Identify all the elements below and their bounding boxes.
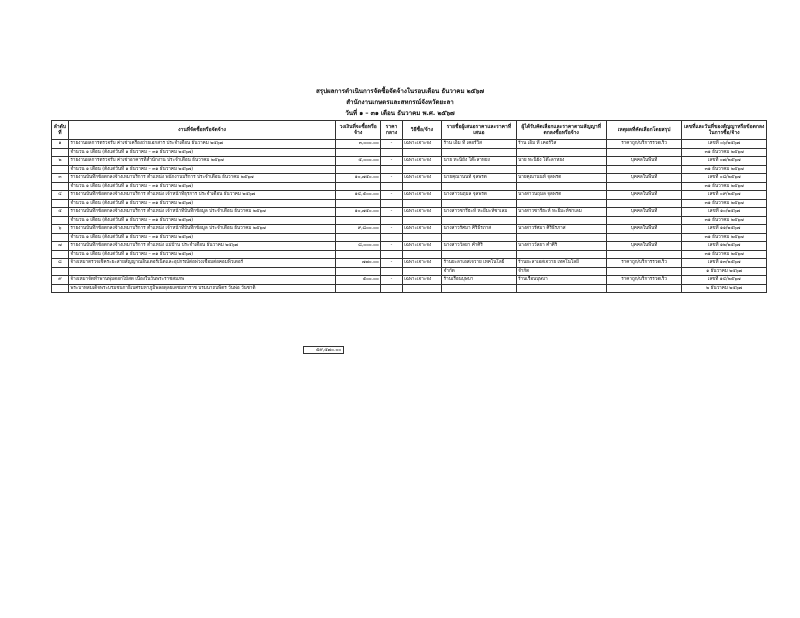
row-contract-date: ๓๑ ธันวาคม ๒๕๖๗	[682, 250, 767, 259]
row-median-price: -	[381, 140, 402, 149]
row-item-period: จำนวน ๑ เดือน (ตั้งแต่วันที่ ๑ ธันวาคม – ๓๑ ธันวาคม ๒๕๖๗)	[68, 216, 335, 225]
row-item-period: จำนวน ๑ เดือน (ตั้งแต่วันที่ ๑ ธันวาคม – ๓๑ ธันวาคม ๒๕๖๗)	[68, 250, 335, 259]
row-contract-no: เลขที่ ๑๐/๒๕๖๗	[682, 208, 767, 217]
row-winner: นางสาววัลยา คำศิริ	[516, 242, 606, 251]
table-row	[52, 174, 767, 183]
row-contract-date: ๓๑ ธันวาคม ๒๕๖๗	[682, 199, 767, 208]
row-budget: ๕,๐๐๐.๐๐	[336, 157, 381, 166]
row-item-period: จำนวน ๑ เดือน (ตั้งแต่วันที่ ๑ ธันวาคม – ๓๑ ธันวาคม ๒๕๖๗)	[68, 148, 335, 157]
row-winner-line2: จำกัด	[516, 267, 606, 276]
row-contract-date: ๓๑ ธันวาคม ๒๕๖๗	[682, 165, 767, 174]
table-row	[52, 191, 767, 200]
row-method: เฉพาะเจาะจง	[402, 259, 441, 268]
row-contract-no: เลขที่ ๑๓/๒๕๖๗	[682, 259, 767, 268]
row-reason: ราคาถูก/บริการรวดเร็ว	[606, 259, 682, 268]
row-median-price: -	[381, 208, 402, 217]
row-item-period: จำนวน ๑ เดือน (ตั้งแต่วันที่ ๑ ธันวาคม – ๓๑ ธันวาคม ๒๕๖๗)	[68, 165, 335, 174]
row-contract-no: เลขที่ ๐๗/๒๕๖๗	[682, 157, 767, 166]
row-reason: บุคคลในพื้นที่	[606, 208, 682, 217]
row-winner: ร้านเรือนบุษบา	[516, 276, 606, 285]
row-bidder: นางสาววัลยา คำศิริ	[442, 242, 516, 251]
row-winner: ร้าน เอ็ม ที เคอร์วิส	[516, 140, 606, 149]
row-contract-date: ๓๑ ธันวาคม ๒๕๖๗	[682, 182, 767, 191]
procurement-table	[51, 120, 767, 293]
row-item: รายงานบันทึกข้อตกลงจ้างเหมาบริการ ตำแหน่ง พนักงานบริการ ประจำเดือน ธันวาคม ๒๕๖๗	[68, 174, 335, 183]
row-number: ๖	[52, 225, 69, 234]
row-bidder: นายคุณานนท์ จุลพรต	[442, 174, 516, 183]
row-bidder: นางสาวนฤมล จุลพรต	[442, 191, 516, 200]
col-header-contract: เลขที่และวันที่ของสัญญาหรือข้อตกลงในการซื้อ/จ้าง	[682, 121, 767, 140]
row-contract-no: เลขที่ ๑๔/๒๕๖๗	[682, 276, 767, 285]
row-budget: ๘,๐๐๐.๐๐	[336, 242, 381, 251]
table-row-sub	[52, 216, 767, 225]
row-contract-date: ๓๑ ธันวาคม ๒๕๖๗	[682, 233, 767, 242]
report-title: สรุปผลการดำเนินการจัดซื้อจัดจ้างในรอบเดือน ธันวาคม ๒๕๖๗	[315, 88, 485, 95]
row-bidder: นางสาวรัศมา ศิริธีรภาส	[442, 225, 516, 234]
row-median-price: -	[381, 242, 402, 251]
row-median-price: -	[381, 276, 402, 285]
row-winner: นายคุณานนท์ จุลพรต	[516, 174, 606, 183]
agency-name: สำนักงานเกษตรและสหกรณ์จังหวัดยะลา	[346, 99, 454, 106]
col-header-budget: วงเงินที่จะซื้อหรือจ้าง	[336, 121, 381, 140]
row-number: ๒	[52, 157, 69, 166]
row-number: ๑	[52, 140, 69, 149]
row-reason: บุคคลในพื้นที่	[606, 157, 682, 166]
row-reason: ราคาถูก/บริการรวดเร็ว	[606, 140, 682, 149]
row-budget: ๑๔,๕๐๐.๐๐	[336, 191, 381, 200]
table-row-sub	[52, 284, 767, 293]
total-budget: ๕๙,๕๗๐.๐๐	[303, 346, 344, 354]
table-row-sub	[52, 165, 767, 174]
row-median-price: -	[381, 259, 402, 268]
row-method: เฉพาะเจาะจง	[402, 242, 441, 251]
col-header-median-price: ราคากลาง	[381, 121, 402, 140]
row-reason: บุคคลในพื้นที่	[606, 242, 682, 251]
row-number: ๔	[52, 191, 69, 200]
row-item: รายงานผลการตรวจรับ ค่าเช่าอาคารที่สำนักงาน ประจำเดือน ธันวาคม ๒๕๖๗	[68, 157, 335, 166]
col-header-no: ลำดับที่	[52, 121, 69, 140]
table-row	[52, 225, 767, 234]
row-winner: นาย ทะนิยัง โต๊ะลาหยง	[516, 157, 606, 166]
row-item: รายงานบันทึกข้อตกลงจ้างเหมาบริการ ตำแหน่ง เจ้าหน้าที่บันทึกข้อมูล ประจำเดือน ธันวาคม ๒๕๖๗	[68, 208, 335, 217]
row-item-description: พระบาทสมเด็จพระบรมชนกาธิเบศรมหาภูมิพลอดุลยเดชมหาราช บรมนาถบพิตร วันพ่อ วันชาติ	[68, 284, 335, 293]
row-method: เฉพาะเจาะจง	[402, 276, 441, 285]
row-contract-no: เลขที่ ๐๖/๒๕๖๗	[682, 140, 767, 149]
row-winner: นางสาวนฤมล จุลพรต	[516, 191, 606, 200]
table-row	[52, 157, 767, 166]
row-winner: ร้านยะลาเอสเจวาย เทคโนโลยี	[516, 259, 606, 268]
row-item: จ้างเหมาจัดทำพานพุ่มดอกไม้สด เนื่องในวันพระราชสมภพ	[68, 276, 335, 285]
row-reason: ราคาถูก/บริการรวดเร็ว	[606, 276, 682, 285]
row-method: เฉพาะเจาะจง	[402, 174, 441, 183]
table-row-sub	[52, 233, 767, 242]
row-winner: นางสาวรัศมา ศิริธีรภาส	[516, 225, 606, 234]
report-period: วันที่ ๑ – ๓๑ เดือน ธันวาคม พ.ศ. ๒๕๖๗	[345, 110, 455, 117]
row-median-price: -	[381, 191, 402, 200]
row-number: ๗	[52, 242, 69, 251]
row-bidder: ร้าน เอ็ม ที เคอร์วิส	[442, 140, 516, 149]
table-header-row	[52, 121, 767, 140]
row-number: ๓	[52, 174, 69, 183]
row-item: รายงานบันทึกข้อตกลงจ้างเหมาบริการ ตำแหน่ง เจ้าหน้าที่ธุรการ ประจำเดือน ธันวาคม ๒๕๖๗	[68, 191, 335, 200]
row-budget: ๙,๘๐๐.๐๐	[336, 225, 381, 234]
row-contract-date: ๓๑ ธันวาคม ๒๕๖๗	[682, 216, 767, 225]
row-method: เฉพาะเจาะจง	[402, 140, 441, 149]
table-row	[52, 140, 767, 149]
col-header-item: งานที่จัดซื้อหรือจัดจ้าง	[68, 121, 335, 140]
row-item: รายงานบันทึกข้อตกลงจ้างเหมาบริการ ตำแหน่ง แม่บ้าน ประจำเดือน ธันวาคม ๒๕๖๗	[68, 242, 335, 251]
table-row	[52, 276, 767, 285]
table-row	[52, 259, 767, 268]
row-contract-no: เลขที่ ๑๒/๒๕๖๗	[682, 242, 767, 251]
row-winner: นางสาวซารีฮะห์ หะยีมะห์ซาเลม	[516, 208, 606, 217]
row-contract-no: เลขที่ ๑๑/๒๕๖๗	[682, 225, 767, 234]
row-item: รายงานผลการตรวจรับ ค่าเช่าเครื่องถ่ายเอกสาร ประจำเดือน ธันวาคม ๒๕๖๗	[68, 140, 335, 149]
row-bidder: ร้านยะลาเอสเจวาย เทคโนโลยี	[442, 259, 516, 268]
row-budget: ๗๗๐.๐๐	[336, 259, 381, 268]
row-budget: ๕๐๐.๐๐	[336, 276, 381, 285]
row-bidder: นาย ทะนิยัง โต๊ะลาหยง	[442, 157, 516, 166]
row-number: ๘	[52, 259, 69, 268]
row-item: จ้างเหมาตรวจเช็คระยะสายสัญญาณอินเตอร์เน็ตและอุปกรณ์ต่อพ่วงเชื่อมต่อคอมพิวเตอร์	[68, 259, 335, 268]
table-row-sub	[52, 148, 767, 157]
table-row	[52, 208, 767, 217]
row-contract-no: เลขที่ ๐๙/๒๕๖๗	[682, 191, 767, 200]
row-bidder: นางสาวซารีฮะห์ หะยีมะห์ซาเลม	[442, 208, 516, 217]
row-method: เฉพาะเจาะจง	[402, 157, 441, 166]
table-row-sub	[52, 199, 767, 208]
row-reason: บุคคลในพื้นที่	[606, 225, 682, 234]
table-row	[52, 242, 767, 251]
row-budget: ๓,๐๐๐.๐๐	[336, 140, 381, 149]
row-method: เฉพาะเจาะจง	[402, 208, 441, 217]
row-contract-date: ๓๑ ธันวาคม ๒๕๖๗	[682, 148, 767, 157]
row-bidder-line2: จำกัด	[442, 267, 516, 276]
row-number: ๕	[52, 208, 69, 217]
table-row-sub	[52, 267, 767, 276]
table-row-sub	[52, 250, 767, 259]
row-bidder: ร้านเรือนบุษบา	[442, 276, 516, 285]
row-item-period: จำนวน ๑ เดือน (ตั้งแต่วันที่ ๑ ธันวาคม – ๓๑ ธันวาคม ๒๕๖๗)	[68, 233, 335, 242]
col-header-bidders: รายชื่อผู้เสนอราคาและราคาที่เสนอ	[442, 121, 516, 140]
row-median-price: -	[381, 225, 402, 234]
row-contract-date: ๑ ธันวาคม ๒๕๖๗	[682, 267, 767, 276]
row-item-period: จำนวน ๑ เดือน (ตั้งแต่วันที่ ๑ ธันวาคม – ๓๑ ธันวาคม ๒๕๖๗)	[68, 199, 335, 208]
row-contract-date: ๒ ธันวาคม ๒๕๖๗	[682, 284, 767, 293]
row-budget: ๑๐,๗๕๐.๐๐	[336, 208, 381, 217]
row-item: รายงานบันทึกข้อตกลงจ้างเหมาบริการ ตำแหน่ง เจ้าหน้าที่บันทึกข้อมูล ประจำเดือน ธันวาคม ๒๕๖๗	[68, 225, 335, 234]
table-row-sub	[52, 182, 767, 191]
row-median-price: -	[381, 157, 402, 166]
row-budget: ๑๐,๗๕๐.๐๐	[336, 174, 381, 183]
row-number: ๙	[52, 276, 69, 285]
col-header-winner: ผู้ได้รับคัดเลือกและราคาตามสัญญาที่ตกลงซื้อหรือจ้าง	[516, 121, 606, 140]
col-header-reason: เหตุผลที่คัดเลือกโดยสรุป	[606, 121, 682, 140]
col-header-method: วิธีซื้อ/จ้าง	[402, 121, 441, 140]
row-median-price: -	[381, 174, 402, 183]
row-reason: บุคคลในพื้นที่	[606, 174, 682, 183]
row-item-period: จำนวน ๑ เดือน (ตั้งแต่วันที่ ๑ ธันวาคม – ๓๑ ธันวาคม ๒๕๖๗)	[68, 182, 335, 191]
row-method: เฉพาะเจาะจง	[402, 191, 441, 200]
row-method: เฉพาะเจาะจง	[402, 225, 441, 234]
row-contract-no: เลขที่ ๐๘/๒๕๖๗	[682, 174, 767, 183]
row-reason: บุคคลในพื้นที่	[606, 191, 682, 200]
